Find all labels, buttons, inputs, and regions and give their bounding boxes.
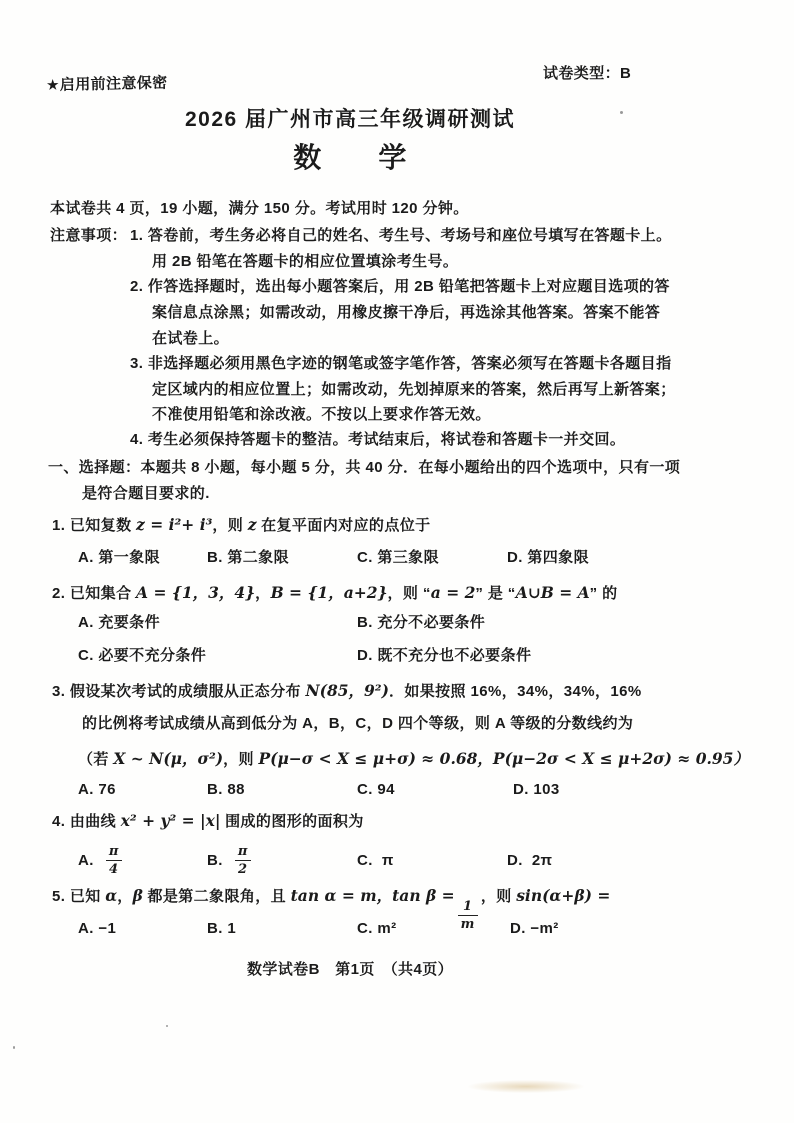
note-line-8: 不准使用铅笔和涂改液。不按以上要求作答无效。 [152,406,491,423]
q2-text-cn3: ，则 “ [387,585,431,602]
page-footer-label: 数学试卷B 第1页 （共4页） [246,961,454,978]
q4-text-cn2: 围成的图形的面积为 [220,813,364,830]
question-1-stem [52,515,431,536]
q2-option-a: A. 充要条件 [78,614,160,631]
q2-option-d: D. 既不充分也不必要条件 [357,647,532,664]
note-line-2: 用 2B 铅笔在答题卡的相应位置填涂考生号。 [152,253,459,270]
fraction-numerator: π [237,843,248,859]
scan-speck [13,1046,15,1049]
question-3-stem-line1 [52,681,642,702]
q5-option-a: A. −1 [78,920,117,937]
note-line-5: 在试卷上。 [152,330,230,347]
q1-var-z: z [247,515,257,534]
q4-option-d-label: D. [507,851,523,869]
fraction-denominator: 4 [106,860,121,876]
question-4-stem [52,811,364,832]
q3-option-d: D. 103 [513,781,560,798]
q4-option-a [78,842,125,878]
paper-type-label: 试卷类型：B [543,65,632,82]
q4-option-d-value: 2π [531,851,553,869]
q5-var-alpha: α [105,886,118,905]
q5-var-beta: β [132,886,143,905]
q3-option-b: B. 88 [207,781,245,798]
q1-text-cn3: 在复平面内对应的点位于 [256,517,431,534]
question-2-stem [52,583,618,604]
q5-fraction-1-over-m [458,900,478,931]
q3-hint-cn1: （若 [78,751,114,768]
q1-text-cn2: ，则 [212,517,248,534]
q4-option-c-label: C. [357,851,373,869]
q4-option-b [207,842,254,878]
q4-option-d [507,842,552,878]
q2-set-b: B = {1，a+2} [270,583,388,602]
note-line-4: 案信息点涂黑；如需改动，用橡皮擦干净后，再选涂其他答案。答案不能答 [152,304,661,321]
notes-label: 注意事项： [50,227,128,244]
q1-formula-complex: z = i²+ i³ [136,515,213,534]
q4-option-c-value: π [381,851,394,869]
q4-option-a-fraction [106,845,122,876]
q5-text-cn2: ， [117,888,133,905]
q2-set-a: A = {1，3，4} [136,583,256,602]
q3-hint-probabilities: P(μ−σ < X ≤ μ+σ) ≈ 0.68，P(μ−2σ < X ≤ μ+2σ) ≈ 0.95） [258,749,749,768]
q2-text-cn2: ， [255,585,271,602]
q3-option-c: C. 94 [357,781,395,798]
fraction-numerator: 1 [463,899,473,914]
q1-text-cn1: 1. 已知复数 [52,517,137,534]
question-3-hint-line [78,749,749,770]
fraction-numerator: π [108,843,119,859]
q5-tan-expressions: tan α = m，tan β = [290,886,455,905]
fraction-denominator: 2 [235,860,250,876]
scan-speck [166,1025,168,1027]
q4-option-b-label: B. [207,851,223,869]
note-line-7: 定区域内的相应位置上；如需改动，先划掉原来的答案，然后再写上新答案； [152,381,676,398]
section-heading-line1: 一、选择题：本题共 8 小题，每小题 5 分，共 40 分．在每小题给出的四个选项中，只有一项 [48,459,681,476]
q2-cond-a-eq-2: a = 2 [430,583,476,602]
q3-hint-dist: X ~ N(μ，σ²) [113,749,224,768]
q4-text-cn1: 4. 由曲线 [52,813,121,830]
question-3-stem-line2: 的比例将考试成绩从高到低分为 A，B，C，D 四个等级，则 A 等级的分数线约为 [82,715,634,732]
q2-text-cn1: 2. 已知集合 [52,585,137,602]
q1-option-a: A. 第一象限 [78,549,160,566]
note-line-9: 4. 考生必须保持答题卡的整洁。考试结束后，将试卷和答题卡一并交回。 [130,431,626,448]
note-line-6: 3. 非选择题必须用黑色字迹的钢笔或签字笔作答，答案必须写在答题卡各题目指 [130,355,672,372]
q2-option-c: C. 必要不充分条件 [78,647,207,664]
section-heading-line2: 是符合题目要求的. [82,485,210,502]
q3-normal-dist: N(85，9²) [305,681,389,700]
q2-union-expr: A∪B = A [515,583,590,602]
q2-text-cn4: ” 是 “ [475,585,516,602]
exam-info: 本试卷共 4 页，19 小题，满分 150 分。考试用时 120 分钟。 [50,200,469,217]
scan-stain [468,1080,584,1093]
q5-option-c: C. m² [357,920,397,937]
security-notice: ★启用前注意保密 [45,74,168,94]
q3-hint-cn2: ，则 [223,751,259,768]
q4-option-b-fraction [235,845,251,876]
q4-option-a-label: A. [78,851,94,869]
q2-option-b: B. 充分不必要条件 [357,614,486,631]
q5-text-cn4: ，则 [480,888,517,905]
q5-sin-expression: sin(α+β) = [516,886,611,905]
q5-text-cn1: 5. 已知 [52,888,106,905]
q3-option-a: A. 76 [78,781,116,798]
q1-option-d: D. 第四象限 [507,549,589,566]
fraction-denominator: m [458,915,478,931]
q5-option-b: B. 1 [207,920,237,937]
q1-option-b: B. 第二象限 [207,549,289,566]
q4-option-c [357,842,394,878]
q1-option-c: C. 第三象限 [357,549,439,566]
q3-text-cn1: 3. 假设某次考试的成绩服从正态分布 [52,683,306,700]
q5-text-cn3: 都是第二象限角，且 [142,888,291,905]
q4-curve-equation: x² + y² = |x| [120,811,221,830]
q3-text-cn2: ．如果按照 16%，34%，34%，16% [388,683,642,700]
note-line-1: 1. 答卷前，考生务必将自己的姓名、考生号、考场号和座位号填写在答题卡上。 [130,227,672,244]
exam-title: 2026 届广州市高三年级调研测试 [184,108,516,131]
q2-text-cn5: ” 的 [589,585,618,602]
scan-speck [620,111,623,114]
exam-subject: 数 学 [293,142,407,173]
note-line-3: 2. 作答选择题时，选出每小题答案后，用 2B 铅笔把答题卡上对应题目选项的答 [130,278,670,295]
q5-option-d: D. −m² [510,920,559,937]
